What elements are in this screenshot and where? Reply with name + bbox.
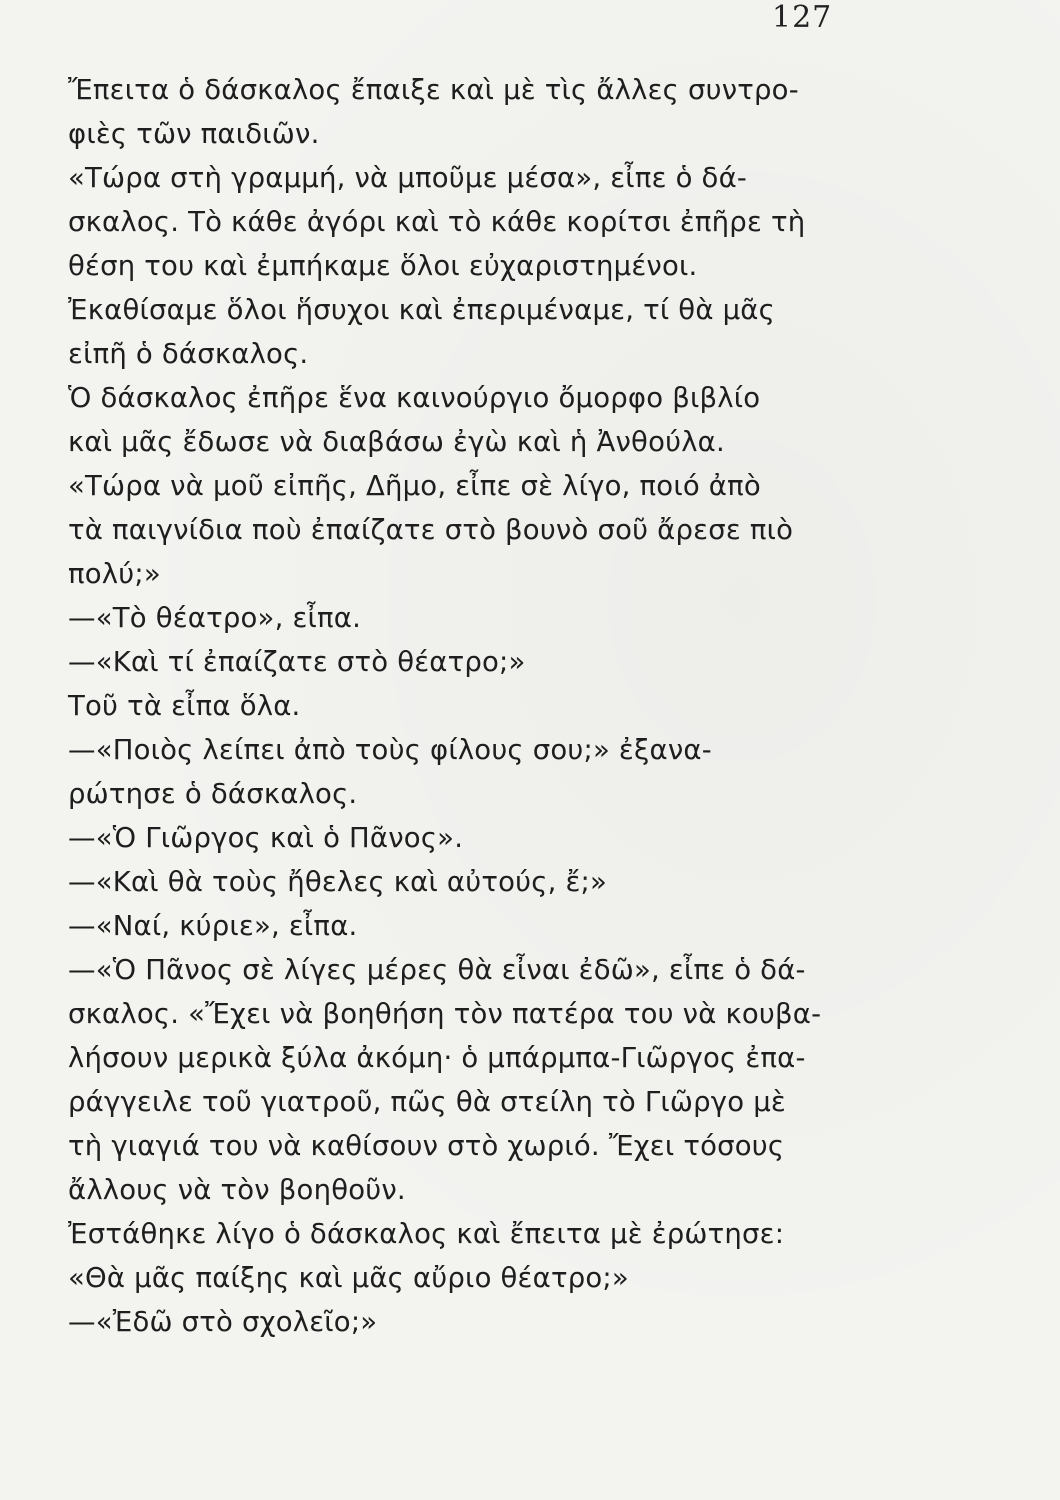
- text-line: —«Καὶ θὰ τοὺς ἤθελες καὶ αὐτούς, ἔ;»: [68, 866, 608, 898]
- text-line: σκαλος. «Ἔχει νὰ βοηθήση τὸν πατέρα του νὰ κουβα-: [68, 998, 822, 1030]
- text-line: φιὲς τῶν παιδιῶν.: [68, 118, 320, 150]
- text-line: ράγγειλε τοῦ γιατροῦ, πῶς θὰ στείλη τὸ Γιῶργο μὲ: [68, 1086, 786, 1118]
- text-line: —«Τὸ θέατρο», εἶπα.: [68, 602, 362, 634]
- text-line: ρώτησε ὁ δάσκαλος.: [68, 778, 358, 810]
- text-line: —«Ποιὸς λείπει ἀπὸ τοὺς φίλους σου;» ἐξανα-: [68, 734, 712, 766]
- text-line: τὴ γιαγιά του νὰ καθίσουν στὸ χωριό. Ἔχει τόσους: [68, 1130, 785, 1162]
- text-line: ἄλλους νὰ τὸν βοηθοῦν.: [68, 1174, 406, 1206]
- page-number: 127: [772, 0, 833, 35]
- text-line: «Τώρα στὴ γραμμή, νὰ μποῦμε μέσα», εἶπε ὁ δά-: [68, 162, 748, 194]
- text-line: —«Καὶ τί ἐπαίζατε στὸ θέατρο;»: [68, 646, 526, 678]
- text-line: —«Ἐδῶ στὸ σχολεῖο;»: [68, 1306, 378, 1338]
- text-line: Ἐστάθηκε λίγο ὁ δάσκαλος καὶ ἔπειτα μὲ ἐρώτησε:: [68, 1218, 785, 1250]
- text-line: πολύ;»: [68, 558, 161, 590]
- text-line: τὰ παιγνίδια ποὺ ἐπαίζατε στὸ βουνὸ σοῦ ἄρεσε πιὸ: [68, 514, 794, 546]
- text-line: Ἔπειτα ὁ δάσκαλος ἔπαιξε καὶ μὲ τὶς ἄλλες συντρο-: [68, 74, 799, 106]
- text-line: καὶ μᾶς ἔδωσε νὰ διαβάσω ἐγὼ καὶ ἡ Ἀνθούλα.: [68, 426, 725, 458]
- text-line: —«Ναί, κύριε», εἶπα.: [68, 910, 358, 942]
- text-line: Τοῦ τὰ εἶπα ὅλα.: [68, 690, 301, 722]
- text-line: —«Ὁ Πᾶνος σὲ λίγες μέρες θὰ εἶναι ἐδῶ», εἶπε ὁ δά-: [68, 954, 806, 986]
- text-line: θέση του καὶ ἐμπήκαμε ὅλοι εὐχαριστημένοι.: [68, 250, 698, 282]
- body-text: [68, 68, 858, 1344]
- text-line: —«Ὁ Γιῶργος καὶ ὁ Πᾶνος».: [68, 822, 464, 854]
- text-line: εἰπῆ ὁ δάσκαλος.: [68, 338, 309, 370]
- text-line: σκαλος. Τὸ κάθε ἀγόρι καὶ τὸ κάθε κορίτσι ἐπῆρε τὴ: [68, 206, 806, 238]
- text-line: «Θὰ μᾶς παίξης καὶ μᾶς αὔριο θέατρο;»: [68, 1262, 629, 1294]
- text-line: Ὁ δάσκαλος ἐπῆρε ἕνα καινούργιο ὄμορφο βιβλίο: [68, 382, 761, 414]
- text-line: Ἐκαθίσαμε ὅλοι ἥσυχοι καὶ ἐπεριμέναμε, τί θὰ μᾶς: [68, 294, 775, 326]
- text-line: «Τώρα νὰ μοῦ εἰπῆς, Δῆμο, εἶπε σὲ λίγο, ποιό ἀπὸ: [68, 470, 761, 502]
- text-line: λήσουν μερικὰ ξύλα ἀκόμη· ὁ μπάρμπα-Γιῶργος ἐπα-: [68, 1042, 806, 1074]
